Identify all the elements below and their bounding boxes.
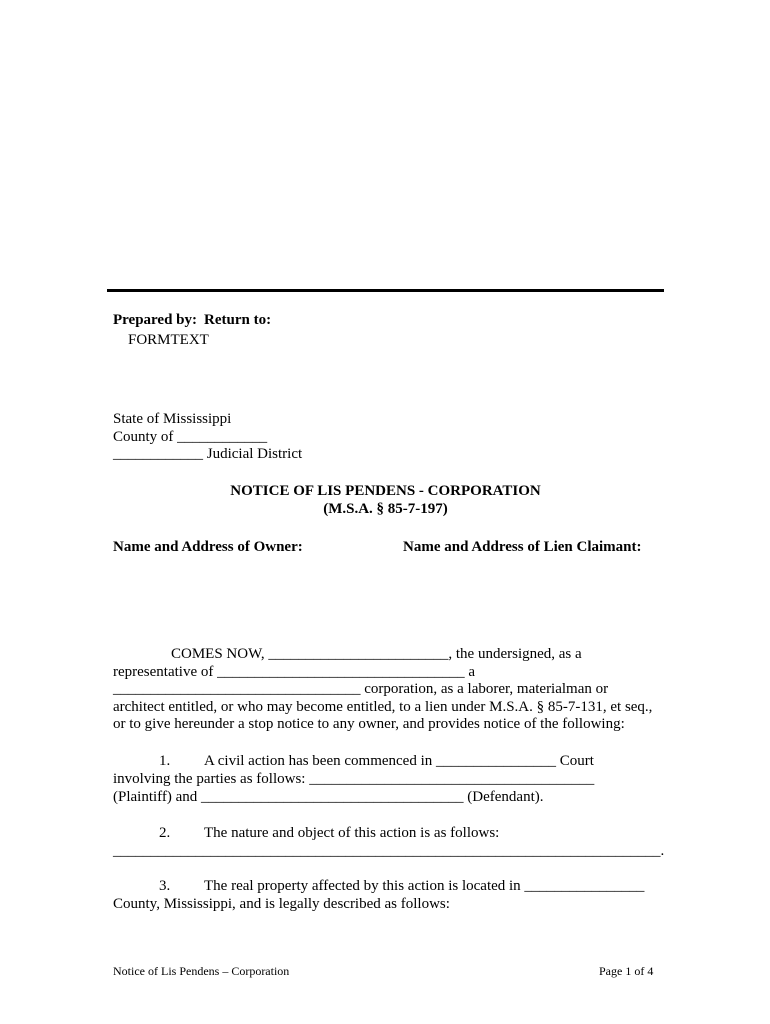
- footer-title: Notice of Lis Pendens – Corporation: [113, 964, 290, 978]
- item-2-text: The nature and object of this action is as follows:: [204, 825, 500, 841]
- item-3-text: County, Mississippi, and is legally described as follows:: [113, 896, 450, 912]
- return-to-label: Return to:: [204, 312, 272, 328]
- page-number: Page 1 of 4: [599, 964, 654, 978]
- intro-line: representative of _________________________________ a: [113, 663, 476, 680]
- document-title: NOTICE OF LIS PENDENS - CORPORATION: [230, 483, 541, 499]
- item-1-number: 1.: [159, 753, 171, 769]
- intro-line: architect entitled, or who may become entitled, to a lien under M.S.A. § 85-7-131, et seq.,: [113, 698, 653, 715]
- intro-paragraph: [113, 646, 663, 734]
- horizontal-rule: [107, 289, 664, 292]
- prepared-by-label: Prepared by:: [113, 312, 198, 328]
- formtext-field[interactable]: FORMTEXT: [128, 332, 209, 348]
- owner-label: Name and Address of Owner:: [113, 539, 303, 555]
- item-2-number: 2.: [159, 825, 171, 841]
- item-1-text: involving the parties as follows: ______________________________________: [113, 771, 595, 787]
- intro-line: _________________________________ corporation, as a laborer, materialman or: [113, 681, 609, 698]
- intro-line: COMES NOW, ________________________, the undersigned, as a: [171, 646, 582, 662]
- item-1-text: (Plaintiff) and ___________________________________ (Defendant).: [113, 789, 544, 805]
- item-2-text: _________________________________________________________________________.: [113, 843, 665, 859]
- venue-state: State of Mississippi: [113, 411, 232, 427]
- venue-block: [113, 411, 663, 464]
- item-1-text: A civil action has been commenced in ________________ Court: [204, 753, 594, 769]
- item-3-text: The real property affected by this action is located in ________________: [204, 878, 645, 894]
- statute-reference: (M.S.A. § 85-7-197): [323, 501, 448, 517]
- item-3-number: 3.: [159, 878, 171, 894]
- lien-claimant-label: Name and Address of Lien Claimant:: [403, 539, 642, 555]
- venue-county: County of ____________: [113, 428, 268, 445]
- intro-line: or to give hereunder a stop notice to any owner, and provides notice of the following:: [113, 716, 625, 733]
- venue-district: ____________ Judicial District: [113, 446, 303, 463]
